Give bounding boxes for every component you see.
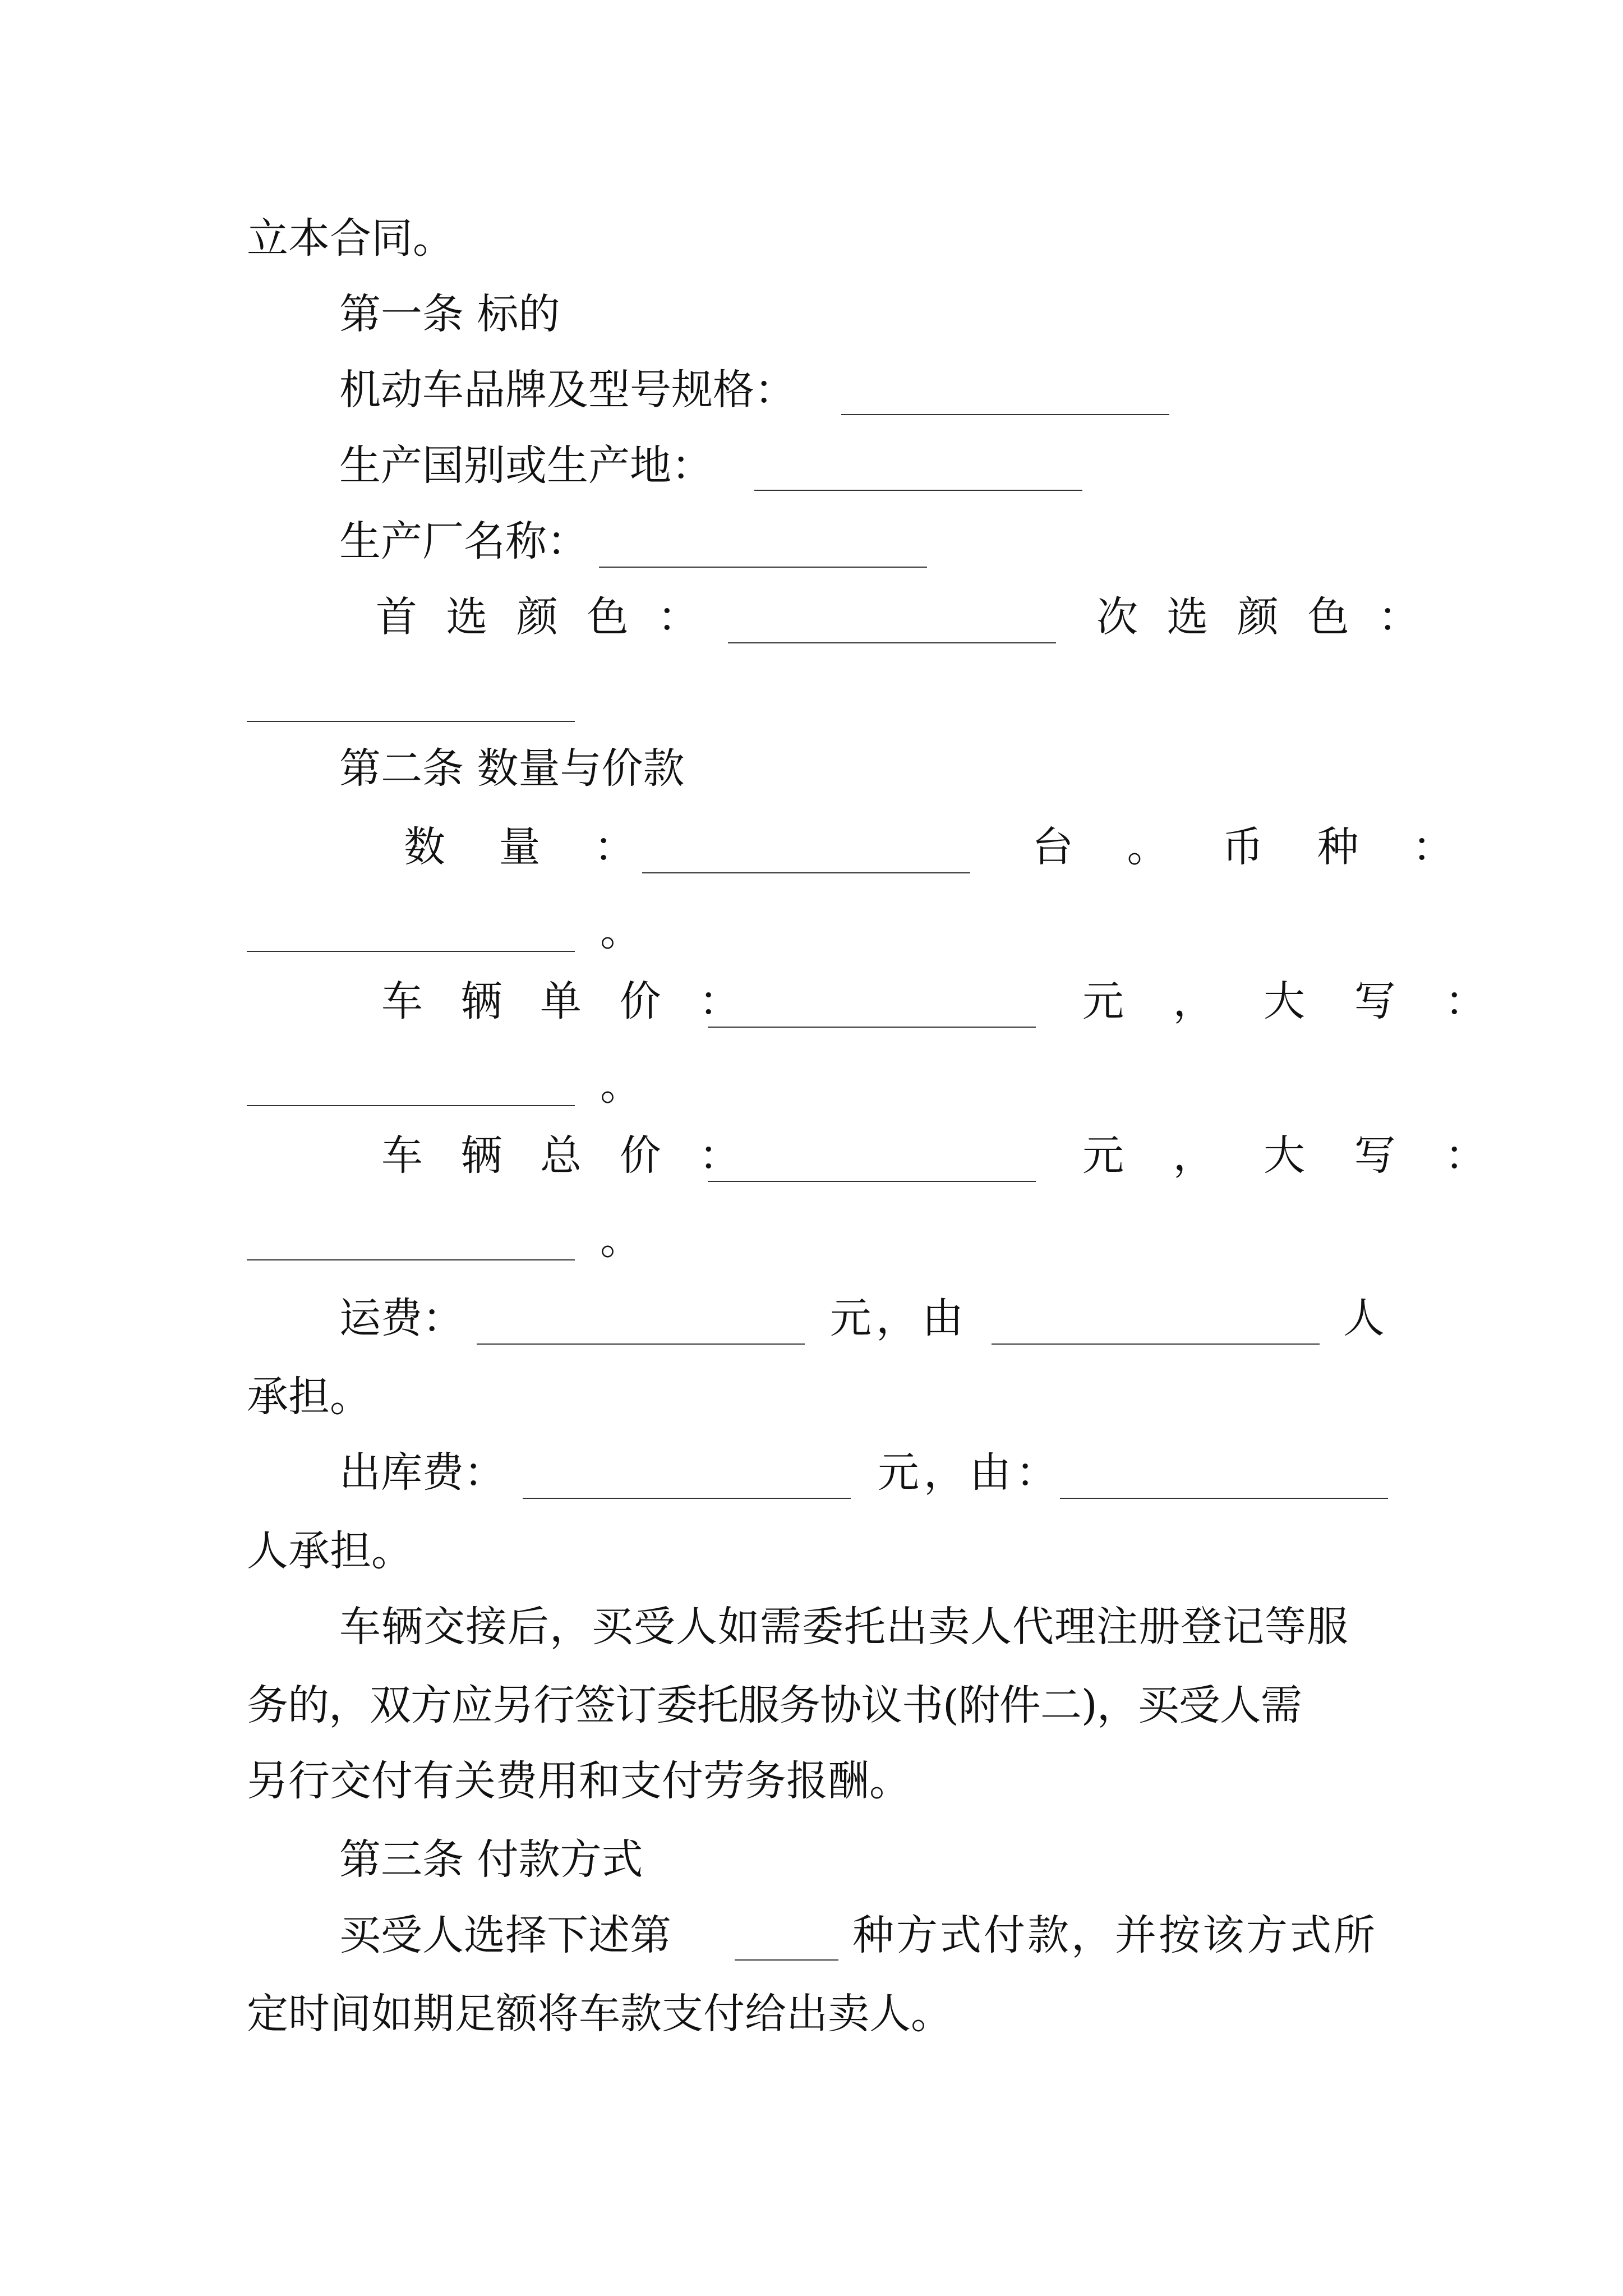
secondary-color-label: 次 选 颜 色 ： — [1096, 593, 1428, 641]
quantity-unit-currency-label: 台 。 币 种 ： — [1032, 823, 1474, 871]
paragraph-line: 务的，双方应另行签订委托服务协议书(附件二)，买受人需 — [247, 1681, 1302, 1729]
outbound-fee-borne-by-label: 元，由： — [878, 1448, 1062, 1497]
paragraph-line: 车辆交接后，买受人如需委托出卖人代理注册登记等服 — [339, 1603, 1349, 1651]
paragraph-line: 定时间如期足额将车款支付给出卖人。 — [247, 1990, 952, 2038]
total-price-label: 车 辆 总 价 ： — [381, 1131, 753, 1180]
outbound-fee-label: 出库费： — [339, 1448, 505, 1497]
total-price-daxie-label: 元 ， 大 写 ： — [1082, 1131, 1505, 1180]
contract-line: 立本合同。 — [247, 214, 454, 263]
bear-text: 承担。 — [247, 1373, 371, 1421]
brand-blank[interactable] — [841, 414, 1169, 415]
unit-price-daxie-label: 元 ， 大 写 ： — [1082, 977, 1505, 1025]
payment-choice-text: 种方式付款，并按该方式所 — [852, 1911, 1377, 1959]
payment-method-number-blank[interactable] — [735, 1959, 838, 1961]
origin-label: 生产国别或生产地： — [339, 441, 713, 490]
quantity-blank[interactable] — [642, 872, 970, 873]
freight-label: 运费： — [339, 1294, 464, 1342]
person-bear-text: 人承担。 — [247, 1527, 413, 1575]
paragraph-line: 另行交付有关费用和支付劳务报酬。 — [247, 1757, 911, 1805]
total-price-daxie-blank[interactable] — [247, 1259, 575, 1260]
person-label: 人 — [1343, 1294, 1385, 1342]
period: 。 — [600, 1061, 642, 1110]
quantity-label: 数 量 ： — [404, 823, 656, 871]
maker-label: 生产厂名称： — [339, 517, 588, 565]
article-3-title: 第三条 付款方式 — [339, 1835, 643, 1884]
freight-payer-blank[interactable] — [992, 1343, 1320, 1345]
payment-choice-label: 买受人选择下述第 — [339, 1911, 671, 1959]
unit-price-daxie-blank[interactable] — [247, 1105, 575, 1106]
outbound-fee-payer-blank[interactable] — [1060, 1498, 1388, 1499]
origin-blank[interactable] — [754, 490, 1082, 491]
brand-label: 机动车品牌及型号规格： — [339, 366, 796, 414]
period: 。 — [600, 907, 642, 955]
primary-color-label: 首 选 颜 色 ： — [376, 593, 707, 641]
article-1-title: 第一条 标的 — [339, 290, 560, 338]
freight-blank[interactable] — [477, 1343, 805, 1345]
freight-borne-by-label: 元，由 — [830, 1294, 968, 1342]
maker-blank[interactable] — [599, 567, 927, 568]
secondary-color-blank[interactable] — [247, 721, 575, 722]
article-2-title: 第二条 数量与价款 — [339, 744, 685, 793]
total-price-blank[interactable] — [708, 1181, 1036, 1182]
primary-color-blank[interactable] — [728, 642, 1056, 643]
currency-blank[interactable] — [247, 951, 575, 952]
unit-price-label: 车 辆 单 价 ： — [381, 977, 753, 1025]
period: 。 — [600, 1216, 642, 1264]
outbound-fee-blank[interactable] — [523, 1498, 851, 1499]
unit-price-blank[interactable] — [708, 1027, 1036, 1028]
